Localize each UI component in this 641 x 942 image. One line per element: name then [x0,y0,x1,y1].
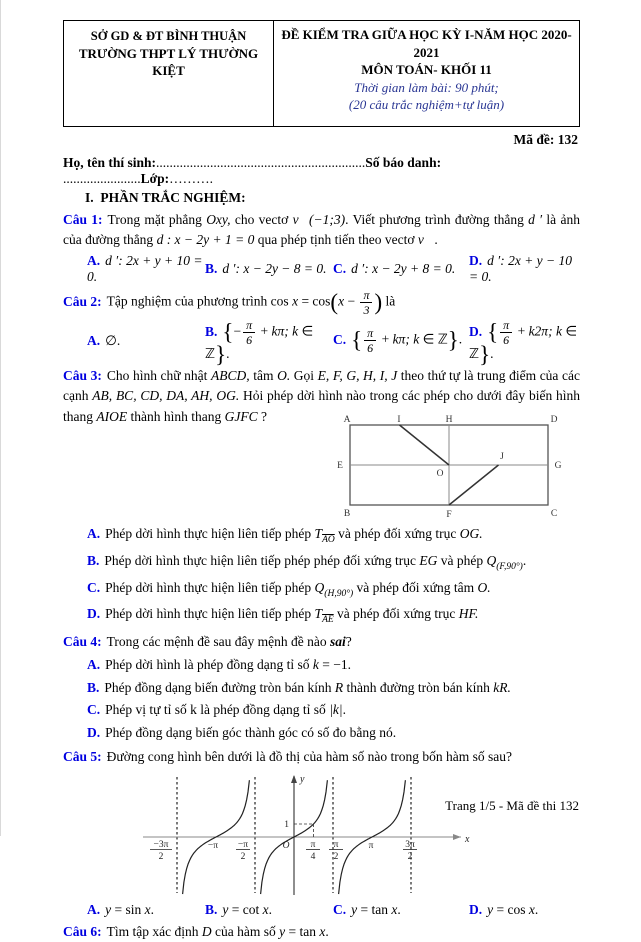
text-segment: kπ; k [392,331,420,347]
text-segment: E, F, G, H, I, J [317,368,398,384]
text-segment: . [268,901,272,917]
text-segment: kπ; k [271,323,299,339]
graph-label: 4 [310,851,316,862]
student-info-line [63,155,580,187]
text-segment: { [351,327,363,353]
q2-option-C[interactable] [333,327,469,354]
text-segment: d ′ [528,211,543,227]
text-segment: v⃗ [417,231,435,247]
text-segment: { [487,319,499,345]
text-segment: D [201,923,212,939]
text-segment: của hàm số [211,923,280,939]
section-title: PHẦN TRẮC NGHIỆM: [100,189,246,205]
text-segment: x [338,293,345,309]
text-segment: kR. [493,679,511,695]
question-label: Câu 4: [63,634,102,650]
q3-option-B[interactable] [63,551,580,575]
text-segment: EG [419,552,438,568]
q5-option-A[interactable] [87,902,205,918]
text-segment: Phép dời hình thực hiện liên tiếp phép phép đối xứng trục [104,552,420,568]
text-segment: AB, BC, CD, DA, AH, OG. [92,388,240,404]
text-segment: và phép đối xứng trục [333,606,459,622]
text-segment: ∈ ℤ [419,331,448,347]
q1-option-A[interactable] [87,253,205,285]
text-segment: − [344,293,359,309]
student-name-field[interactable]: .............................................................. [156,154,366,170]
text-segment: + [378,331,393,347]
text-segment: Đường cong hình bên dưới là đồ thị của hàm số nào trong bốn hàm số sau? [106,748,512,764]
figure-point-label: E [337,460,343,471]
header-exam-cell [274,21,579,126]
question-text [63,922,580,942]
option-letter: C. [87,579,101,595]
exam-code: Mã đề: 132 [513,131,578,147]
text-segment: ∈ ℤ [469,323,581,362]
student-class-field[interactable]: ………. [169,170,213,186]
graph-label: −3π [153,839,169,850]
text-segment: Oxy, [206,211,231,227]
text-segment: d ′: x − 2y + 8 = 0. [351,261,456,277]
text-segment: là ảnh của đường thẳng [63,211,584,247]
text-segment: R [334,679,344,695]
option-letter: C. [333,331,347,347]
q4-option-A[interactable] [63,655,580,675]
figure-point-label: C [550,508,558,519]
graph-label: π [333,839,339,850]
question-3 [63,366,584,628]
option-letter: B. [87,679,100,695]
question-text [63,210,584,251]
text-segment: ( [330,289,339,315]
text-segment: Phép vị tự tỉ số k là phép đồng dạng tỉ số [105,702,330,718]
tan-graph [139,769,471,895]
text-segment: x [292,293,299,309]
option-letter: A. [87,901,101,917]
text-segment: thành hình thang [127,408,225,424]
figure-point-label: B [343,508,351,519]
text-segment: sai [329,634,346,650]
q4-option-B[interactable] [63,678,580,698]
options-5 [63,902,580,918]
text-segment: và phép đối xứng tâm [353,579,478,595]
text-segment: x [528,901,535,917]
text-segment: và phép đối xứng trục [334,525,460,541]
question-label: Câu 5: [63,748,102,764]
option-letter: B. [205,901,218,917]
text-segment: tâm [249,368,278,384]
question-label: Câu 3: [63,368,102,384]
graph-label: 2 [240,851,246,862]
text-segment: theo thứ tự là trung điểm của các cạnh [63,368,584,404]
options-1 [63,253,580,285]
text-segment: = tan [285,923,320,939]
exam-subject: MÔN TOÁN- KHỐI 11 [361,62,492,78]
exam-format: (20 câu trắc nghiệm+tự luận) [348,97,505,113]
graph-label: y [300,773,305,785]
text-segment: y [105,901,112,917]
text-segment: = sin [111,901,145,917]
graph-label: π [310,839,316,850]
text-segment: T [314,525,323,541]
department-name: SỞ GD & ĐT BÌNH THUẬN [90,29,247,43]
text-segment: GJFC [224,408,258,424]
text-segment: Cho hình chữ nhật [106,368,212,384]
text-segment: ) [374,289,383,315]
question-2 [63,288,581,368]
q2-option-D[interactable] [469,318,581,368]
text-segment: ? [257,408,267,424]
question-text [63,632,580,652]
text-segment: . Viết phương trình đường thẳng [345,211,529,227]
text-segment: |k| [329,702,343,718]
text-segment: = cos [493,901,529,917]
text-segment: Gọi [290,368,318,384]
text-segment: ABCD, [211,368,250,384]
exam-duration: Thời gian làm bài: 90 phút; [354,79,499,95]
question-text [63,747,580,767]
fraction: $\frac{\pi}{6}$ [243,319,255,346]
student-id-label: Số báo danh: [365,154,442,170]
q2-option-B[interactable] [205,318,333,368]
text-segment: = −1. [318,657,351,673]
text-segment: ? [345,634,352,650]
text-segment: . [397,901,401,917]
fraction: $\frac{\pi}{6}$ [364,327,376,354]
option-letter: B. [205,261,218,277]
graph-label: x [465,833,470,845]
text-segment: Tập nghiệm của phương trình cos [106,293,293,309]
text-segment: d : x − 2y + 1 = 0 [156,231,255,247]
graph-label: π [368,840,374,851]
text-segment: . [434,231,438,247]
text-segment: + [514,323,529,339]
text-segment: − [233,323,242,339]
q3-option-D[interactable] [63,604,580,628]
text-segment: qua phép tịnh tiến theo vectơ [254,231,418,247]
option-letter: C. [87,702,101,718]
text-segment: x [319,923,326,939]
text-segment: = tan [357,901,392,917]
student-id-field[interactable]: ....................... [63,170,141,186]
figure-point-label: A [343,414,351,425]
q2-option-A[interactable] [87,333,205,349]
text-segment: và phép [437,552,487,568]
option-letter: C. [333,901,347,917]
figure-point-label: D [550,414,558,425]
text-segment: x [262,901,269,917]
text-segment: x [144,901,151,917]
text-segment: ∈ ℤ [205,323,317,362]
figure-point-label: J [500,451,504,462]
text-segment: Tìm tập xác định [106,923,202,939]
option-letter: A. [87,657,101,673]
option-letter: B. [87,552,100,568]
q1-option-B[interactable] [205,261,333,277]
option-letter: A. [87,253,101,269]
figure-point-label: H [445,414,453,425]
text-segment: T [314,606,323,622]
graph-label: 2 [407,851,413,862]
figure-point-label: F [446,509,452,520]
text-segment: O. [477,579,491,595]
option-letter: D. [87,724,101,740]
section-heading [63,190,580,206]
section-numeral: I. [85,189,94,205]
option-letter: D. [469,323,483,339]
text-segment: Phép dời hình là phép đồng dạng tỉ số [105,657,313,673]
question-4 [63,632,580,743]
question-label: Câu 6: [63,923,102,939]
text-segment: Hỏi phép dời hình nào trong các phép cho dưới đây biến hình thang [63,388,584,424]
text-segment: = cos [298,293,331,309]
q1-option-D[interactable] [469,253,580,285]
text-segment: cho vectơ [230,211,293,227]
text-segment: . [534,901,539,917]
text-segment: . [342,702,346,718]
graph-label: 1 [284,819,289,830]
graph-label: −π [207,840,219,851]
q1-option-C[interactable] [333,261,469,277]
options-4 [63,655,580,742]
text-segment: AO [322,534,335,545]
questions [63,210,584,942]
text-segment: k2π; k [528,323,562,339]
student-class-label: Lớp: [140,170,170,186]
q5-option-C[interactable] [333,902,469,918]
q3-figure [63,413,568,521]
option-letter: C. [333,261,347,277]
text-segment: y [487,901,494,917]
text-segment: + [257,323,272,339]
text-segment: AIOE [96,408,128,424]
q3-option-C[interactable] [63,578,580,602]
text-segment: Phép dời hình thực hiện liên tiếp phép [105,579,315,595]
text-segment: . [458,331,463,347]
text-segment: y [279,923,286,939]
q5-graph [139,769,580,899]
graph-label: 2 [158,851,164,862]
school-name: TRƯỜNG THPT LÝ THƯỜNG KIỆT [78,45,259,79]
text-segment: ∅. [105,332,121,348]
text-segment: là [382,293,396,309]
text-segment: (H,90°) [324,588,354,599]
question-6 [63,922,580,942]
question-label: Câu 2: [63,293,102,309]
text-segment: (F,90°) [496,561,523,572]
question-5 [63,747,580,918]
text-segment: . [150,901,154,917]
header-school-cell [64,21,274,126]
text-segment: Q [314,579,325,595]
student-name-label: Họ, tên thí sinh: [63,154,157,170]
graph-label: −π [237,839,249,850]
q5-option-B[interactable] [205,902,333,918]
fraction: $\frac{\pi}{3}$ [360,289,372,316]
figure-point-label: I [397,414,401,425]
header-table [63,20,580,127]
graph-label: O [282,840,290,851]
option-letter: A. [87,332,101,348]
text-segment: OG. [459,525,483,541]
text-segment: O. [277,368,291,384]
rectangle-diagram [330,413,568,521]
text-segment: Phép dời hình thực hiện liên tiếp phép [105,525,315,541]
text-segment: Phép dời hình thực hiện liên tiếp phép [105,606,315,622]
text-segment: } [479,342,491,368]
q4-option-D[interactable] [63,723,580,743]
fraction: $\frac{\pi}{6}$ [500,319,512,346]
text-segment: thành đường tròn bán kính [343,679,494,695]
page-footer: Trang 1/5 - Mã đề thi 132 [445,798,579,813]
text-segment: y [222,901,229,917]
text-segment: x [391,901,398,917]
text-segment: Phép đồng dạng biến góc thành góc có số đo bằng nó. [105,724,397,740]
text-segment: . [325,923,329,939]
question-text [63,289,580,316]
question-label: Câu 1: [63,211,103,227]
text-segment: = cot [228,901,263,917]
exam-title: ĐỀ KIỂM TRA GIỮA HỌC KỲ I-NĂM HỌC 2020-2021 [281,27,572,60]
graph-label: 3π [405,839,415,850]
text-segment: v⃗(−1;3) [292,211,346,227]
text-segment: Phép đồng dạng biến đường tròn bán kính [104,679,335,695]
options-3 [63,524,580,628]
option-letter: D. [87,606,101,622]
figure-point-label: G [554,460,562,471]
option-letter: D. [469,253,483,269]
text-segment: Trong các mệnh đề sau đây mệnh đề nào [106,634,330,650]
text-segment: Trong mặt phẳng [107,211,207,227]
text-segment: . [490,346,494,362]
option-letter: D. [469,901,483,917]
text-segment: d ′: 2x + y − 10 = 0. [469,253,576,285]
text-segment: Q [486,552,497,568]
option-letter: A. [87,525,101,541]
text-segment: AE [322,615,334,626]
text-segment: . [522,552,527,568]
text-segment: HF. [458,606,479,622]
text-segment: } [215,342,227,368]
text-segment: d ′: 2x + y + 10 = 0. [87,253,206,285]
text-segment: . [226,346,230,362]
graph-label: 2 [333,851,339,862]
q5-option-D[interactable] [469,902,580,918]
q4-option-C[interactable] [63,700,580,720]
figure-point-label: O [436,468,444,479]
question-1 [63,210,584,286]
text-segment: } [447,327,459,353]
options-2 [63,318,581,368]
q3-option-A[interactable] [63,524,580,548]
text-segment: k [312,657,319,673]
option-letter: B. [205,323,218,339]
text-segment: { [222,319,234,345]
text-segment: y [351,901,358,917]
text-segment: d ′: x − 2y − 8 = 0. [222,261,327,277]
